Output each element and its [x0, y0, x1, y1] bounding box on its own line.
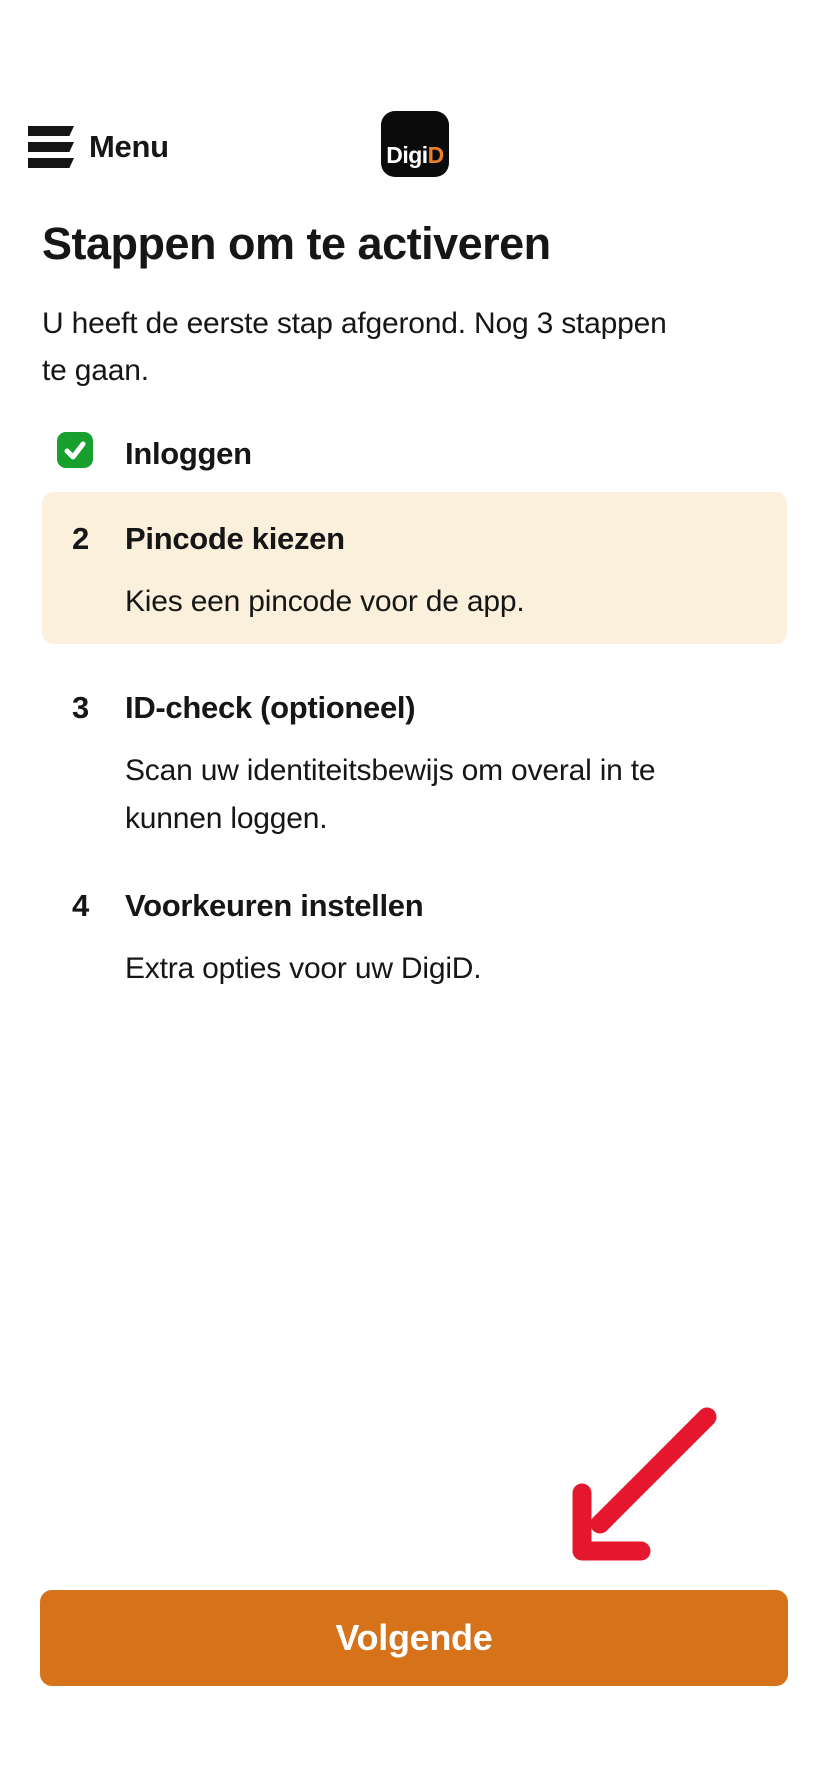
step-title-voorkeuren: Voorkeuren instellen [125, 888, 424, 923]
digid-logo-text: DigiD [386, 142, 444, 168]
step-number-3: 3 [72, 690, 90, 725]
step-number-2: 2 [72, 521, 90, 556]
annotation-arrow-icon [530, 1390, 740, 1575]
step-desc-idcheck: Scan uw identiteitsbewijs om overal in te kunnen loggen. [125, 754, 656, 835]
page-title: Stappen om te activeren [42, 218, 551, 269]
menu-button-label: Menu [89, 129, 169, 164]
digid-logo [381, 111, 449, 177]
step-desc-voorkeuren: Extra opties voor uw DigiD. [125, 952, 482, 985]
hamburger-icon [28, 126, 74, 168]
step-title-inloggen: Inloggen [125, 436, 252, 471]
next-button[interactable]: Volgende [40, 1590, 788, 1686]
step-done-check-icon [57, 432, 93, 468]
menu-button[interactable] [28, 126, 169, 168]
step-title-idcheck: ID-check (optioneel) [125, 690, 416, 725]
step-title-pincode: Pincode kiezen [125, 521, 345, 556]
step-number-4: 4 [72, 888, 90, 923]
intro-text: U heeft de eerste stap afgerond. Nog 3 stappen te gaan. [42, 307, 667, 387]
step-desc-pincode: Kies een pincode voor de app. [125, 585, 525, 618]
